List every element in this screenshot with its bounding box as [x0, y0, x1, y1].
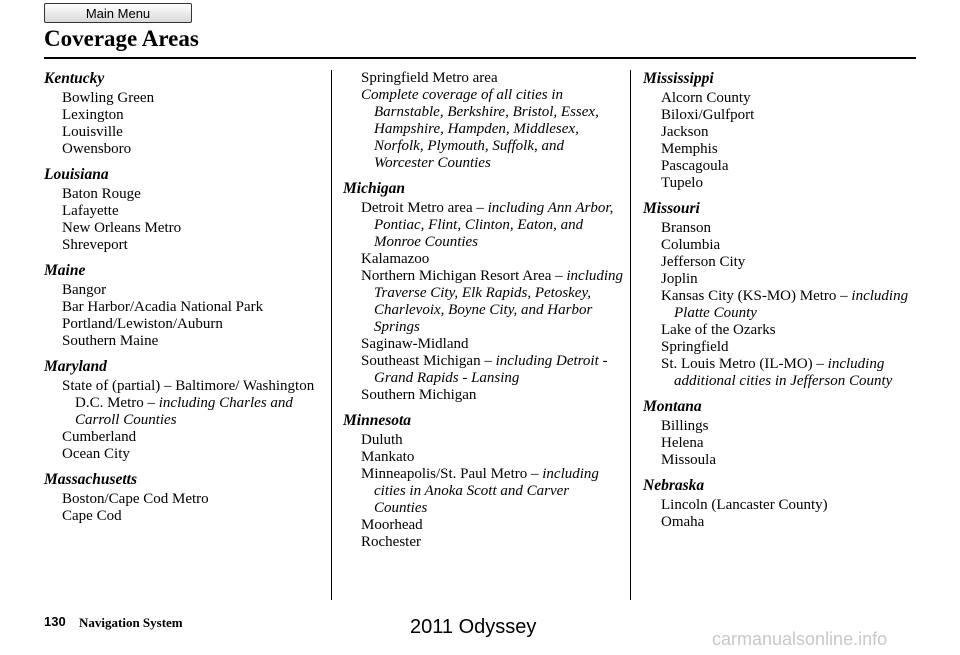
coverage-entry [643, 497, 933, 514]
coverage-entry [643, 339, 933, 356]
entry-text: Baton Rouge [62, 186, 141, 202]
column-1 [44, 70, 324, 525]
coverage-entry [343, 387, 625, 404]
entry-text: Springfield Metro area [361, 70, 498, 86]
entry-text: Bangor [62, 282, 107, 298]
coverage-entry [44, 508, 324, 525]
coverage-entry [44, 124, 324, 141]
state-heading: Nebraska [643, 477, 705, 494]
coverage-entry [44, 282, 324, 299]
coverage-entry [643, 322, 933, 339]
entry-text: Missoula [661, 452, 717, 468]
entry-text: Louisville [62, 124, 123, 140]
entry-detail: including additional cities in Jefferson County [674, 356, 893, 389]
entry-detail: including Charles and Carroll Counties [75, 395, 293, 428]
entry-text: State of (partial) – Baltimore/ Washington D.C. Metro – [62, 378, 315, 411]
entry-text: Memphis [661, 141, 718, 157]
entry-text: Minneapolis/St. Paul Metro – [361, 466, 543, 482]
entry-text: Ocean City [62, 446, 130, 462]
entry-text: New Orleans Metro [62, 220, 182, 236]
entry-text: Helena [661, 435, 704, 451]
entry-text: Moorhead [361, 517, 423, 533]
coverage-entry [44, 141, 324, 158]
coverage-entry [643, 158, 933, 175]
coverage-entry [643, 237, 933, 254]
coverage-entry [343, 353, 625, 387]
page-title: Coverage Areas [44, 26, 199, 51]
entry-text: Owensboro [62, 141, 132, 157]
site-watermark: carmanualsonline.info [712, 629, 888, 649]
coverage-entry [643, 435, 933, 452]
entry-text: Shreveport [62, 237, 128, 253]
entry-text: Boston/Cape Cod Metro [62, 491, 209, 507]
entry-text: Southern Maine [62, 333, 159, 349]
entry-text: Lake of the Ozarks [661, 322, 776, 338]
entry-text: Mankato [361, 449, 415, 465]
entry-text: Detroit Metro area – [361, 200, 488, 216]
coverage-entry [643, 288, 933, 322]
coverage-entry [44, 333, 324, 350]
coverage-entry [44, 203, 324, 220]
column-divider-1 [331, 70, 332, 600]
entry-text: Branson [661, 220, 711, 236]
entry-detail: including Platte County [674, 288, 909, 321]
state-heading: Maryland [44, 358, 107, 375]
entry-text: Bar Harbor/Acadia National Park [62, 299, 264, 315]
entry-text: Billings [661, 418, 709, 434]
entry-text: Cumberland [62, 429, 137, 445]
coverage-entry [343, 268, 625, 336]
state-heading: Michigan [343, 180, 406, 197]
state-heading: Massachusetts [44, 471, 138, 488]
entry-detail: Complete coverage of all cities in Barnstable, Berkshire, Bristol, Essex, Hampshire, Hampden, Middlesex, Norfolk, Plymouth, Suffolk, and Worcester Counties [361, 87, 599, 171]
entry-text: Jefferson City [661, 254, 746, 270]
entry-text: Alcorn County [661, 90, 751, 106]
coverage-entry [643, 418, 933, 435]
coverage-entry [643, 452, 933, 469]
coverage-entry [44, 446, 324, 463]
coverage-entry [643, 254, 933, 271]
entry-text: Rochester [361, 534, 421, 550]
entry-detail: including cities in Anoka Scott and Carver Counties [374, 466, 599, 516]
entry-text: Jackson [661, 124, 709, 140]
entry-text: Lexington [62, 107, 124, 123]
entry-text: Columbia [661, 237, 721, 253]
coverage-entry [44, 299, 324, 316]
state-heading: Montana [643, 398, 702, 415]
coverage-entry [343, 87, 625, 172]
entry-text: Omaha [661, 514, 705, 530]
coverage-entry [44, 316, 324, 333]
column-2 [343, 70, 625, 551]
entry-text: Joplin [661, 271, 698, 287]
entry-detail: including Traverse City, Elk Rapids, Petoskey, Charlevoix, Boyne City, and Harbor Springs [374, 268, 624, 335]
coverage-entry [643, 356, 933, 390]
state-heading: Kentucky [44, 70, 105, 87]
entry-text: Portland/Lewiston/Auburn [62, 316, 223, 332]
entry-text: Biloxi/Gulfport [661, 107, 755, 123]
entry-text: Springfield [661, 339, 729, 355]
entry-text: Bowling Green [62, 90, 155, 106]
coverage-entry [44, 378, 324, 429]
coverage-entry [44, 90, 324, 107]
coverage-entry [44, 107, 324, 124]
state-heading: Mississippi [643, 70, 714, 87]
entry-text: Kalamazoo [361, 251, 430, 267]
entry-text: Southern Michigan [361, 387, 477, 403]
entry-text: Pascagoula [661, 158, 729, 174]
coverage-entry [643, 220, 933, 237]
coverage-entry [343, 517, 625, 534]
coverage-entry [44, 186, 324, 203]
coverage-entry [343, 466, 625, 517]
entry-detail: including Ann Arbor, Pontiac, Flint, Clinton, Eaton, and Monroe Counties [374, 200, 614, 250]
coverage-entry [643, 271, 933, 288]
entry-text: Duluth [361, 432, 403, 448]
entry-text: Tupelo [661, 175, 703, 191]
column-divider-2 [630, 70, 631, 600]
model-watermark: 2011 Odyssey [410, 616, 537, 638]
coverage-entry [643, 90, 933, 107]
coverage-entry [343, 251, 625, 268]
state-heading: Maine [44, 262, 86, 279]
entry-detail: including Detroit - Grand Rapids - Lansing [374, 353, 608, 386]
coverage-entry [643, 141, 933, 158]
entry-text: Southeast Michigan – [361, 353, 496, 369]
entry-text: St. Louis Metro (IL-MO) – [661, 356, 828, 372]
coverage-entry [343, 200, 625, 251]
column-3 [643, 70, 933, 531]
coverage-entry [643, 107, 933, 124]
coverage-entry [44, 491, 324, 508]
coverage-entry [343, 336, 625, 353]
coverage-entry [44, 220, 324, 237]
coverage-entry [343, 70, 625, 87]
coverage-entry [343, 432, 625, 449]
coverage-entry [643, 124, 933, 141]
coverage-entry [643, 175, 933, 192]
coverage-entry [44, 429, 324, 446]
coverage-entry [343, 449, 625, 466]
entry-text: Lincoln (Lancaster County) [661, 497, 828, 513]
entry-text: Lafayette [62, 203, 119, 219]
entry-text: Cape Cod [62, 508, 122, 524]
coverage-entry [44, 237, 324, 254]
entry-text: Saginaw-Midland [361, 336, 469, 352]
title-rule [44, 57, 916, 59]
main-menu-button[interactable]: Main Menu [44, 3, 192, 23]
page-number: 130 [44, 614, 66, 629]
entry-text: Kansas City (KS-MO) Metro – [661, 288, 852, 304]
section-name: Navigation System [79, 615, 183, 630]
coverage-entry [643, 514, 933, 531]
state-heading: Louisiana [44, 166, 109, 183]
state-heading: Missouri [643, 200, 700, 217]
state-heading: Minnesota [343, 412, 412, 429]
entry-text: Northern Michigan Resort Area – [361, 268, 567, 284]
coverage-entry [343, 534, 625, 551]
